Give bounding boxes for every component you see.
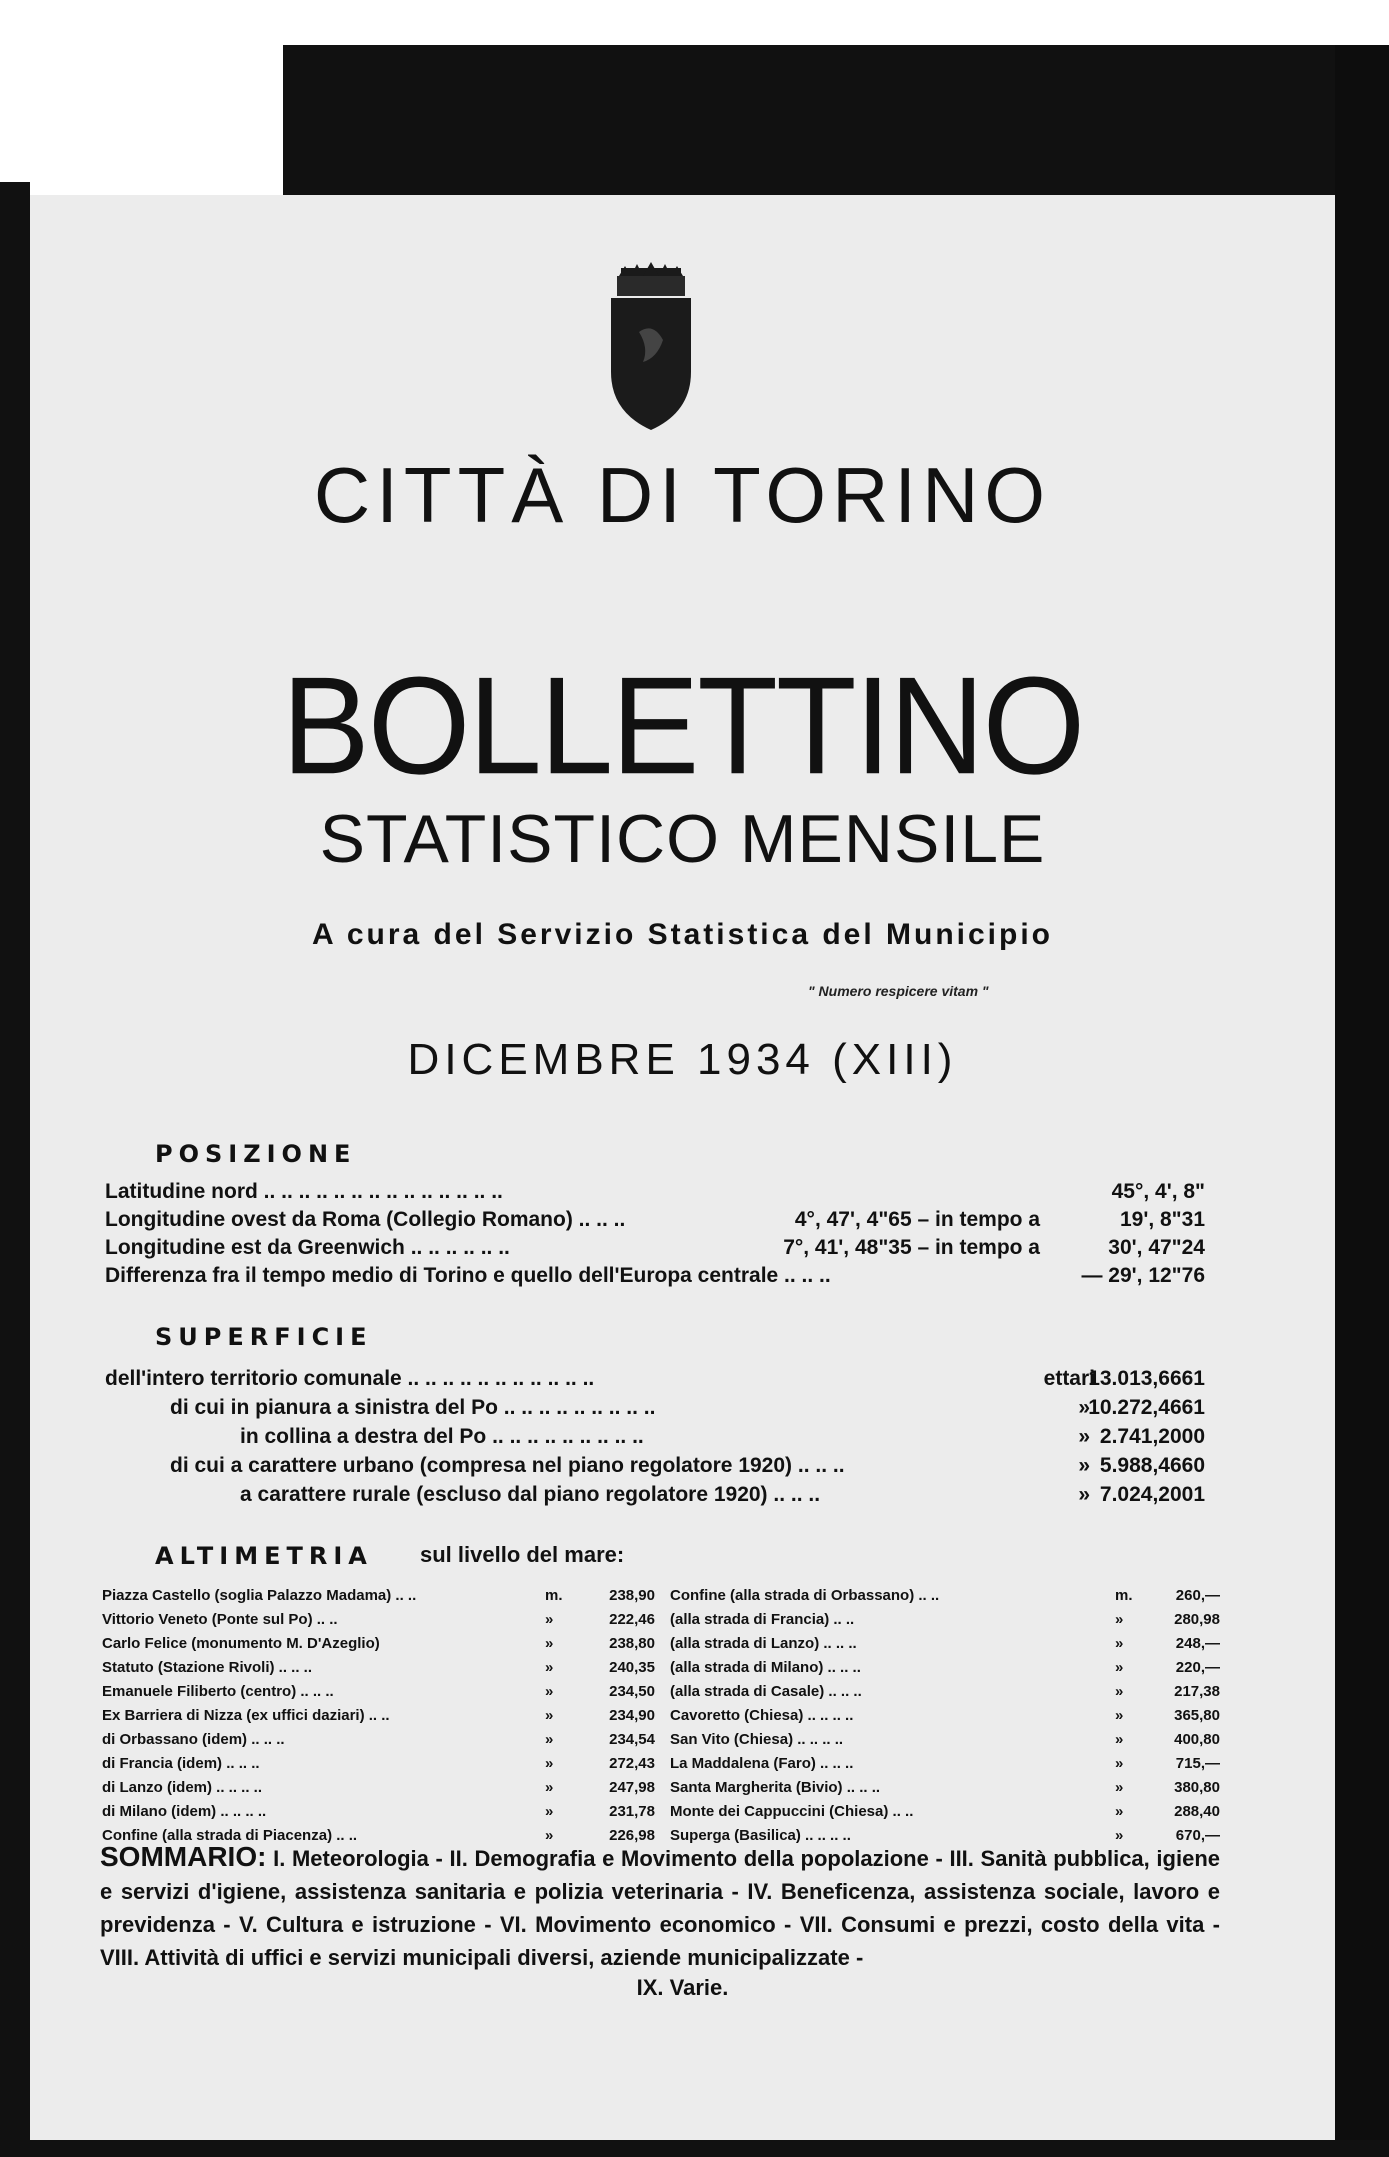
altimetria-left-value: 226,98 [609, 1827, 655, 1844]
altimetria-right-unit: » [1115, 1707, 1124, 1724]
altimetria-right-value: 280,98 [1174, 1611, 1220, 1628]
section-title-altimetria: ALTIMETRIA [155, 1542, 373, 1570]
scan-border-top [283, 45, 1335, 195]
issue-date: DICEMBRE 1934 (XIII) [407, 1035, 958, 1084]
altimetria-right-unit: » [1115, 1731, 1124, 1748]
altimetria-left-unit: m. [545, 1587, 563, 1604]
altimetria-right-label: Monte dei Cappuccini (Chiesa) .. .. [670, 1803, 914, 1820]
posizione-row-detail: 4°, 47', 4"65 – in tempo a [794, 1208, 1040, 1231]
city-coat-of-arms [603, 262, 699, 432]
superficie-row-unit: ettari [1043, 1367, 1095, 1390]
sommario-text: I. Meteorologia - II. Demografia e Movimento della popolazione - III. Sanità pubblica, igiene e servizi d'igiene, assistenza sanitaria e polizia veterinaria - IV. Beneficenza, assistenza sociale, lavoro e previdenza - V. Cultura e istruzione - VI. Movimento economico - VII. Consumi e prezzi, costo della vita - VIII. Attività di uffici e servizi municipali diversi, aziende municipalizzate - [100, 1846, 1220, 1970]
scan-border-left [0, 182, 30, 2157]
superficie-row-value: 2.741,2000 [1099, 1425, 1205, 1448]
sommario-label: SOMMARIO: [100, 1841, 267, 1872]
curator-line: A cura del Servizio Statistica del Municipio [311, 918, 1054, 951]
altimetria-right-label: Confine (alla strada di Orbassano) .. .. [670, 1587, 940, 1604]
altimetria-left-unit: » [545, 1707, 554, 1724]
altimetria-right-label: (alla strada di Milano) .. .. .. [670, 1659, 861, 1676]
altimetria-right-label: (alla strada di Francia) .. .. [670, 1611, 855, 1628]
altimetria-right-unit: » [1115, 1635, 1124, 1652]
posizione-row-detail: 7°, 41', 48"35 – in tempo a [783, 1236, 1040, 1259]
section-title-posizione: POSIZIONE [155, 1140, 357, 1168]
posizione-row-label: Differenza fra il tempo medio di Torino e quello dell'Europa centrale .. .. .. [105, 1264, 831, 1287]
posizione-row-value: 30', 47"24 [1108, 1236, 1205, 1259]
altimetria-right-unit: » [1115, 1659, 1124, 1676]
altimetria-left-label: Confine (alla strada di Piacenza) .. .. [102, 1827, 358, 1844]
altimetria-right-value: 248,— [1175, 1635, 1220, 1652]
altimetria-right-label: Santa Margherita (Bivio) .. .. .. [670, 1779, 881, 1796]
section-title-superficie: SUPERFICIE [155, 1323, 373, 1351]
altimetria-left-unit: » [545, 1755, 554, 1772]
altimetria-right-value: 400,80 [1174, 1731, 1220, 1748]
altimetria-left-label: Statuto (Stazione Rivoli) .. .. .. [102, 1659, 313, 1676]
superficie-row-unit: » [1078, 1396, 1090, 1419]
altimetria-left-label: di Milano (idem) .. .. .. .. [102, 1803, 267, 1820]
altimetria-left-label: di Francia (idem) .. .. .. [102, 1755, 260, 1772]
altimetria-right-unit: m. [1115, 1587, 1133, 1604]
superficie-row-label: a carattere rurale (escluso dal piano regolatore 1920) .. .. .. [240, 1483, 821, 1506]
scan-border-right [1335, 45, 1389, 2157]
sommario-last: IX. Varie. [636, 1975, 729, 2000]
sommario [100, 1840, 1220, 1974]
altimetria-left-label: Ex Barriera di Nizza (ex uffici daziari) .. .. [102, 1707, 390, 1724]
city-name: CITTÀ DI TORINO [313, 451, 1052, 539]
altimetria-right-label: San Vito (Chiesa) .. .. .. .. [670, 1731, 844, 1748]
superficie-row-label: in collina a destra del Po .. .. .. .. .. .. .. .. .. [240, 1425, 644, 1448]
altimetria-left-value: 222,46 [609, 1611, 655, 1628]
altimetria-left-value: 231,78 [609, 1803, 655, 1820]
superficie-row-value: 7.024,2001 [1099, 1483, 1205, 1506]
altimetria-right-value: 217,38 [1174, 1683, 1220, 1700]
altimetria-right-value: 365,80 [1174, 1707, 1220, 1724]
altimetria-right-value: 715,— [1175, 1755, 1220, 1772]
bulletin-title: BOLLETTINO [281, 648, 1084, 803]
scan-border-bottom [0, 2140, 1389, 2157]
altimetria-left-unit: » [545, 1803, 554, 1820]
superficie-row-label: di cui a carattere urbano (compresa nel piano regolatore 1920) .. .. .. [170, 1454, 845, 1477]
superficie-row-value: 10.272,4661 [1088, 1396, 1205, 1419]
altimetria-right-label: (alla strada di Casale) .. .. .. [670, 1683, 862, 1700]
altimetria-left-label: Carlo Felice (monumento M. D'Azeglio) [102, 1635, 380, 1652]
altimetria-right-unit: » [1115, 1827, 1124, 1844]
altimetria-right-value: 260,— [1175, 1587, 1220, 1604]
altimetria-left-value: 240,35 [609, 1659, 655, 1676]
altimetria-right-unit: » [1115, 1611, 1124, 1628]
superficie-row-unit: » [1078, 1454, 1090, 1477]
superficie-row-label: di cui in pianura a sinistra del Po .. .. .. .. .. .. .. .. .. [170, 1396, 656, 1419]
posizione-row-label: Latitudine nord .. .. .. .. .. .. .. .. .. .. .. .. .. .. [105, 1180, 503, 1203]
altimetria-left-unit: » [545, 1683, 554, 1700]
altimetria-subtitle: sul livello del mare: [420, 1542, 625, 1567]
altimetria-left-label: di Lanzo (idem) .. .. .. .. [102, 1779, 263, 1796]
document-page [30, 195, 1335, 2140]
bulletin-subtitle: STATISTICO MENSILE [319, 801, 1046, 877]
superficie-row-unit: » [1078, 1483, 1090, 1506]
altimetria-right-value: 380,80 [1174, 1779, 1220, 1796]
altimetria-left-unit: » [545, 1827, 554, 1844]
altimetria-left-value: 234,50 [609, 1683, 655, 1700]
posizione-row-value: 19', 8"31 [1119, 1208, 1205, 1231]
altimetria-left-label: Piazza Castello (soglia Palazzo Madama) .. .. [102, 1587, 417, 1604]
altimetria-right-unit: » [1115, 1755, 1124, 1772]
altimetria-right-label: La Maddalena (Faro) .. .. .. [670, 1755, 854, 1772]
superficie-row-value: 13.013,6661 [1088, 1367, 1205, 1390]
posizione-row-value: — 29', 12"76 [1081, 1264, 1205, 1287]
altimetria-left-unit: » [545, 1659, 554, 1676]
superficie-row-label: dell'intero territorio comunale .. .. .. .. .. .. .. .. .. .. .. [105, 1367, 595, 1390]
altimetria-left-unit: » [545, 1779, 554, 1796]
posizione-row-value: 45°, 4', 8" [1111, 1180, 1205, 1203]
altimetria-left-value: 234,54 [609, 1731, 655, 1748]
altimetria-left-unit: » [545, 1635, 554, 1652]
superficie-row-unit: » [1078, 1425, 1090, 1448]
posizione-row-label: Longitudine ovest da Roma (Collegio Romano) .. .. .. [105, 1208, 626, 1231]
altimetria-right-value: 670,— [1175, 1827, 1220, 1844]
altimetria-left-value: 238,80 [609, 1635, 655, 1652]
altimetria-left-value: 234,90 [609, 1707, 655, 1724]
altimetria-right-label: Cavoretto (Chiesa) .. .. .. .. [670, 1707, 854, 1724]
altimetria-left-unit: » [545, 1731, 554, 1748]
altimetria-right-label: (alla strada di Lanzo) .. .. .. [670, 1635, 857, 1652]
altimetria-left-value: 247,98 [609, 1779, 655, 1796]
posizione-row-label: Longitudine est da Greenwich .. .. .. .. .. .. [105, 1236, 510, 1259]
altimetria-right-unit: » [1115, 1803, 1124, 1820]
altimetria-left-label: Vittorio Veneto (Ponte sul Po) .. .. [102, 1611, 338, 1628]
altimetria-right-value: 288,40 [1174, 1803, 1220, 1820]
altimetria-left-unit: » [545, 1611, 554, 1628]
motto: " Numero respicere vitam " [808, 983, 989, 999]
altimetria-right-unit: » [1115, 1779, 1124, 1796]
altimetria-left-label: Emanuele Filiberto (centro) .. .. .. [102, 1683, 334, 1700]
superficie-row-value: 5.988,4660 [1099, 1454, 1205, 1477]
altimetria-right-label: Superga (Basilica) .. .. .. .. [670, 1827, 851, 1844]
altimetria-right-value: 220,— [1175, 1659, 1220, 1676]
altimetria-left-label: di Orbassano (idem) .. .. .. [102, 1731, 285, 1748]
altimetria-left-value: 272,43 [609, 1755, 655, 1772]
altimetria-left-value: 238,90 [609, 1587, 655, 1604]
altimetria-right-unit: » [1115, 1683, 1124, 1700]
